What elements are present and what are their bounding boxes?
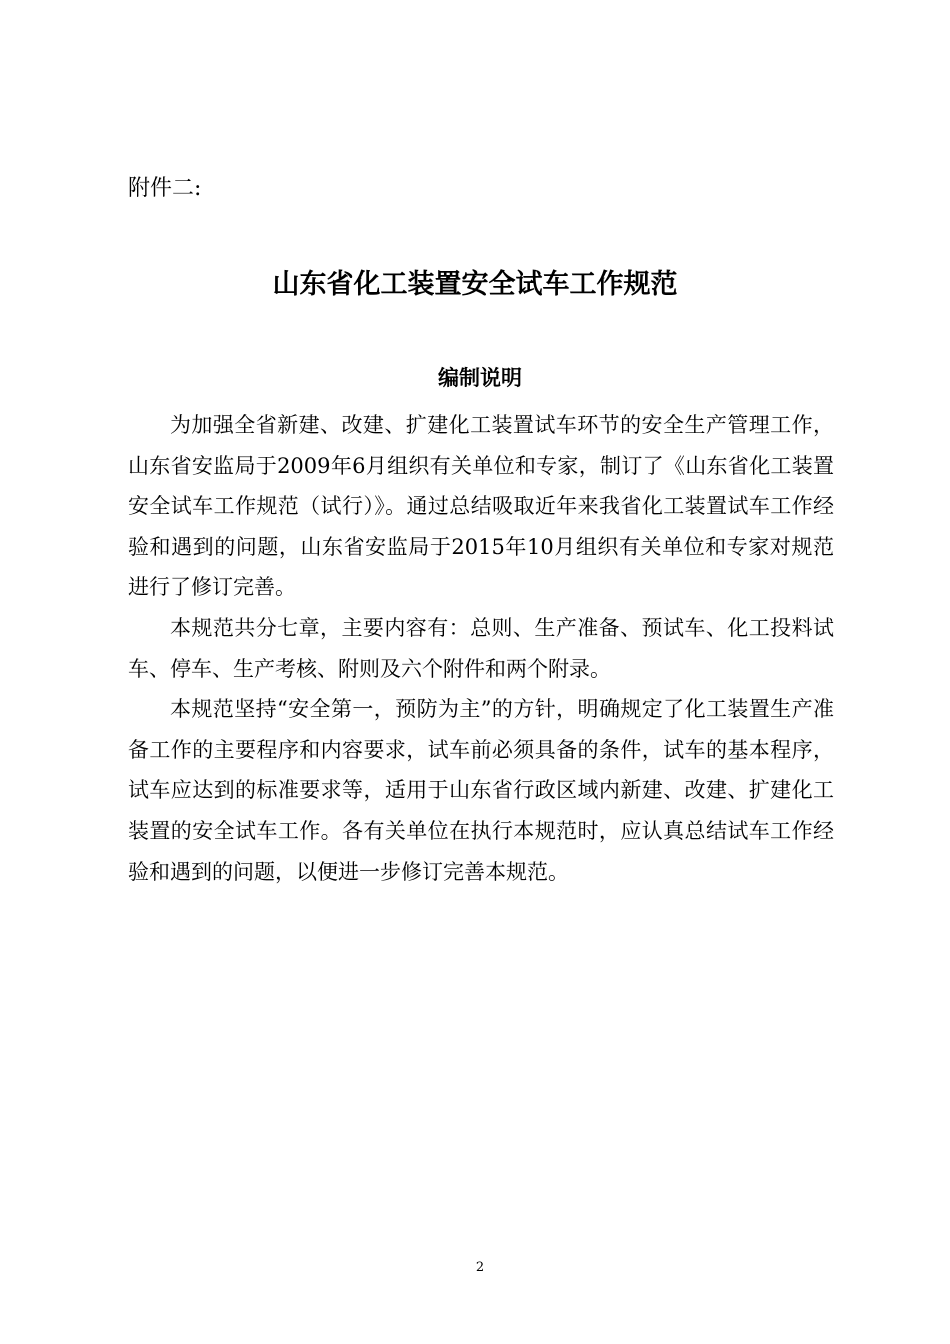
body-text (128, 405, 834, 892)
paragraph-1: 为加强全省新建、改建、扩建化工装置试车环节的安全生产管理工作，山东省安监局于2009年6月组织有关单位和专家，制订了《山东省化工装置安全试车工作规范（试行）》。通过总结吸取近年来我省化工装置试车工作经验和遇到的问题，山东省安监局于2015年10月组织有关单位和专家对规范进行了修订完善。 (128, 413, 834, 600)
page-number: 2 (475, 1260, 485, 1275)
paragraph-3: 本规范坚持“安全第一，预防为主”的方针，明确规定了化工装置生产准备工作的主要程序和内容要求，试车前必须具备的条件，试车的基本程序，试车应达到的标准要求等，适用于山东省行政区域内新建、改建、扩建化工装置的安全试车工作。各有关单位在执行本规范时，应认真总结试车工作经验和遇到的问题，以便进一步修订完善本规范。 (128, 697, 834, 884)
section-heading: 编制说明 (438, 365, 522, 390)
attachment-label: 附件二: (128, 176, 202, 201)
paragraph-2: 本规范共分七章，主要内容有：总则、生产准备、预试车、化工投料试车、停车、生产考核、附则及六个附件和两个附录。 (128, 615, 834, 681)
document-title: 山东省化工装置安全试车工作规范 (272, 269, 678, 300)
